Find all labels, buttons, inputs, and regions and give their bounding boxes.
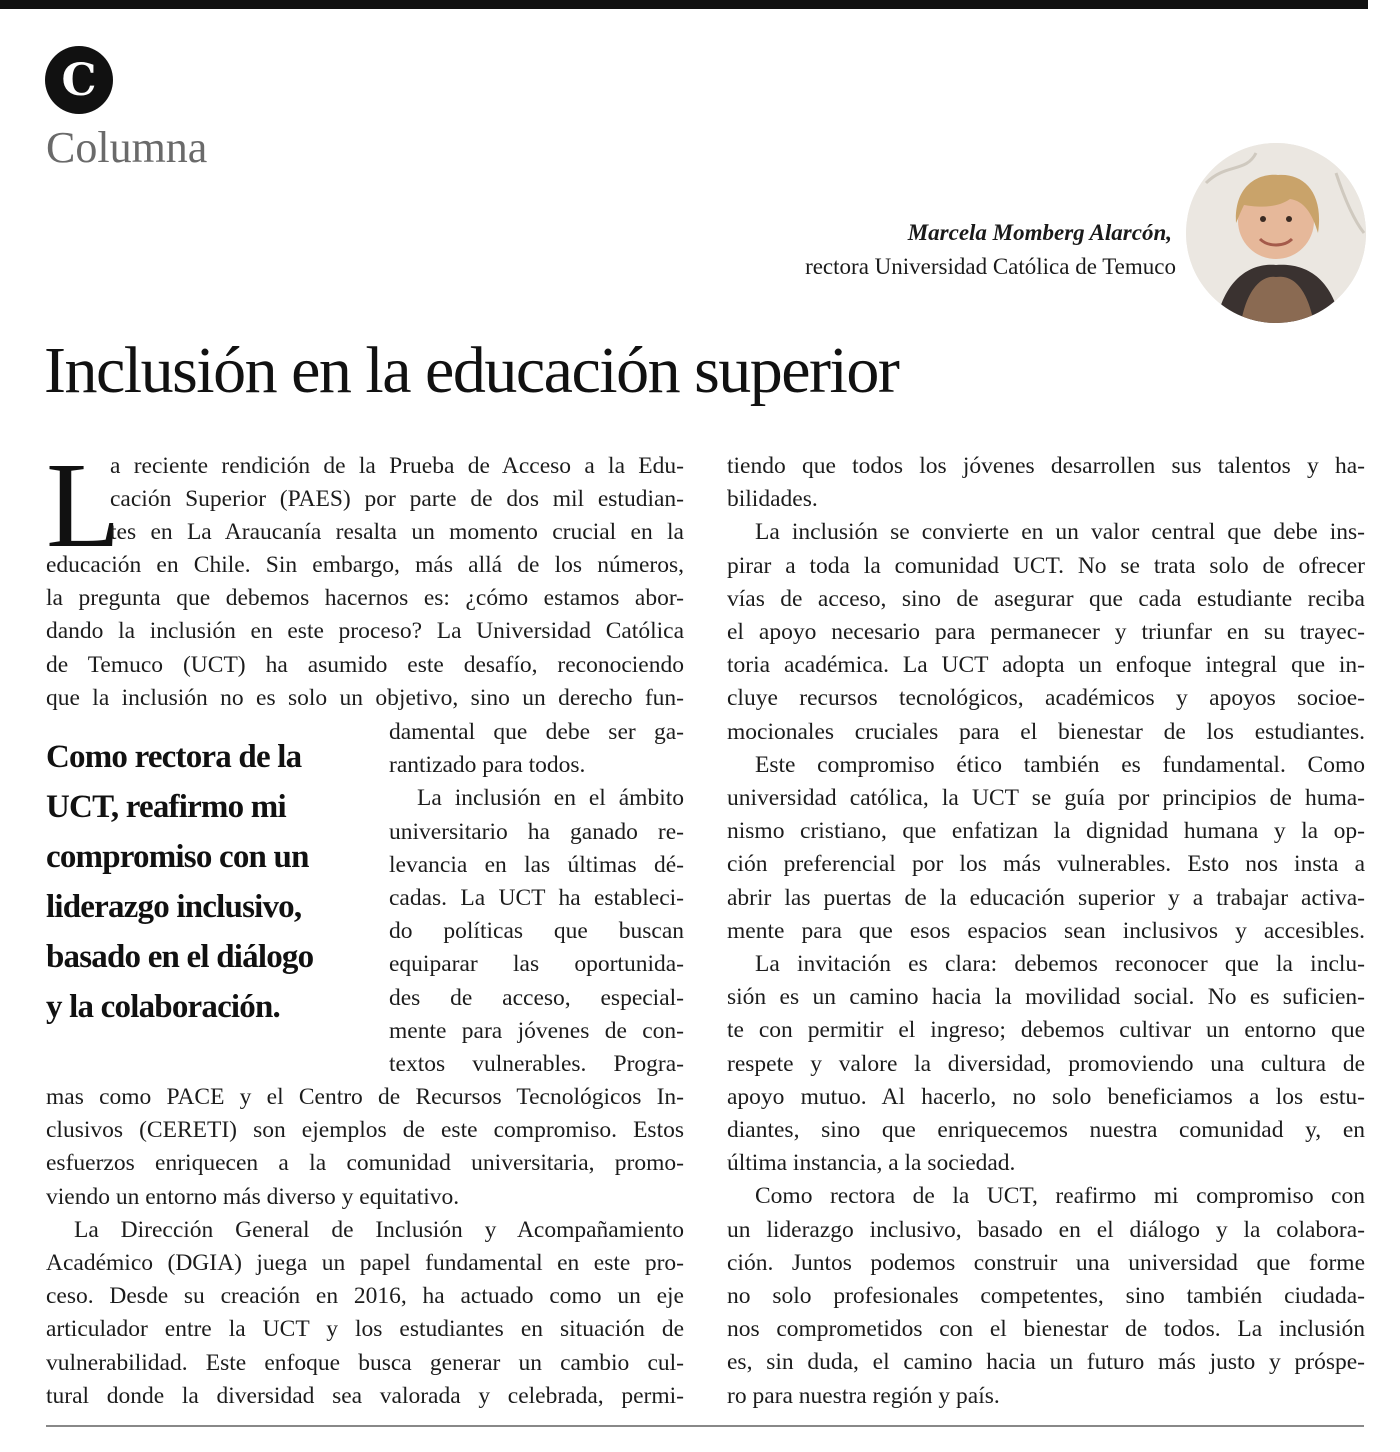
- text-line: cación Superior (PAES) por parte de dos mil estudian-: [110, 486, 684, 513]
- section-label: Columna: [46, 123, 208, 172]
- pull-quote-line: liderazgo inclusivo,: [46, 889, 302, 925]
- section-logo: [45, 46, 113, 114]
- pull-quote-line: basado en el diálogo: [46, 939, 314, 975]
- text-line: ro para nuestra región y país.: [727, 1382, 1000, 1409]
- text-line: La invitación es clara: debemos reconocer que la inclu-: [755, 951, 1365, 977]
- text-line: des de acceso, especial-: [389, 984, 684, 1011]
- top-rule: [0, 0, 1368, 9]
- text-line: textos vulnerables. Progra-: [389, 1051, 684, 1077]
- text-line: respete y valore la diversidad, promoviendo una cultura de: [727, 1050, 1365, 1077]
- headline: Inclusión en la educación superior: [44, 334, 899, 407]
- text-line: La inclusión se convierte en un valor central que debe ins-: [755, 519, 1365, 546]
- pull-quote-line: compromiso con un: [46, 839, 309, 875]
- text-line: tiendo que todos los jóvenes desarrollen sus talentos y ha-: [727, 453, 1365, 479]
- text-line: bilidades.: [727, 486, 818, 513]
- text-line: no solo profesionales competentes, sino también ciudada-: [727, 1283, 1365, 1309]
- bottom-rule: [46, 1425, 1364, 1427]
- text-line: el apoyo necesario para permanecer y triunfar en su trayec-: [727, 619, 1365, 645]
- text-line: te con permitir el ingreso; debemos cultivar un entorno que: [727, 1017, 1365, 1044]
- text-line: do políticas que buscan: [389, 918, 684, 945]
- text-line: damental que debe ser ga-: [389, 719, 684, 745]
- text-line: tes en La Araucanía resalta un momento crucial en la: [110, 519, 684, 546]
- logo-letter: C: [61, 54, 97, 106]
- drop-cap: L: [46, 438, 121, 573]
- text-line: de Temuco (UCT) ha asumido este desafío, reconociendo: [46, 651, 684, 678]
- text-line: última instancia, a la sociedad.: [727, 1150, 1016, 1177]
- text-line: esfuerzos enriquecen a la comunidad universitaria, promo-: [46, 1150, 684, 1177]
- text-line: a reciente rendición de la Prueba de Acceso a la Edu-: [110, 453, 684, 479]
- pull-quote-line: y la colaboración.: [46, 989, 281, 1025]
- text-line: viendo un entorno más diverso y equitativo.: [46, 1183, 460, 1210]
- text-line: es, sin duda, el camino hacia un futuro más justo y próspe-: [727, 1349, 1365, 1376]
- text-line: Académico (DGIA) juega un papel fundamental en este pro-: [46, 1250, 684, 1276]
- text-line: mente para jóvenes de con-: [389, 1017, 684, 1044]
- text-line: articulador entre la UCT y los estudiantes en situación de: [46, 1316, 684, 1343]
- text-line: que la inclusión no es solo un objetivo, sino un derecho fun-: [46, 684, 684, 711]
- text-line: La inclusión en el ámbito: [417, 785, 684, 812]
- text-line: toria académica. La UCT adopta un enfoque integral que in-: [727, 652, 1365, 679]
- text-line: ción preferencial por los más vulnerables. Esto nos insta a: [727, 851, 1365, 878]
- text-line: mocionales cruciales para el bienestar de los estudiantes.: [727, 718, 1365, 745]
- text-line: ción. Juntos podemos construir una universidad que forme: [727, 1249, 1365, 1276]
- text-line: rantizado para todos.: [389, 752, 586, 779]
- text-line: nos comprometidos con el bienestar de todos. La inclusión: [727, 1316, 1365, 1343]
- text-line: dando la inclusión en este proceso? La Universidad Católica: [46, 618, 684, 645]
- text-line: La Dirección General de Inclusión y Acompañamiento: [74, 1216, 684, 1243]
- text-line: apoyo mutuo. Al hacerlo, no solo beneficiamos a los estu-: [727, 1083, 1365, 1110]
- text-line: cadas. La UCT ha estableci-: [389, 885, 684, 911]
- text-line: mente para que esos espacios sean inclusivos y accesibles.: [727, 917, 1365, 944]
- text-line: Como rectora de la UCT, reafirmo mi compromiso con: [755, 1183, 1365, 1210]
- text-line: cluye recursos tecnológicos, académicos y apoyos socioe-: [727, 685, 1365, 712]
- text-line: mas como PACE y el Centro de Recursos Tecnológicos In-: [46, 1084, 684, 1110]
- text-line: tural donde la diversidad sea valorada y celebrada, permi-: [46, 1382, 684, 1409]
- text-line: diantes, sino que enriquecemos nuestra comunidad y, en: [727, 1117, 1365, 1143]
- text-line: sión es un camino hacia la movilidad social. No es suficien-: [727, 984, 1365, 1011]
- pull-quote-line: Como rectora de la: [46, 739, 302, 775]
- text-line: pirar a toda la comunidad UCT. No se trata solo de ofrecer: [727, 552, 1365, 579]
- author-photo: [1186, 143, 1366, 323]
- text-line: levancia en las últimas dé-: [389, 851, 684, 878]
- author-portrait-icon: [1186, 143, 1366, 323]
- text-line: un liderazgo inclusivo, basado en el diálogo y la colabora-: [727, 1216, 1365, 1243]
- text-line: equiparar las oportunida-: [389, 951, 684, 978]
- text-line: clusivos (CERETI) son ejemplos de este compromiso. Estos: [46, 1117, 684, 1144]
- text-line: universidad católica, la UCT se guía por principios de huma-: [727, 785, 1365, 811]
- text-line: abrir las puertas de la educación superior y a trabajar activa-: [727, 884, 1365, 911]
- text-line: Este compromiso ético también es fundamental. Como: [755, 751, 1365, 778]
- text-line: la pregunta que debemos hacernos es: ¿cómo estamos abor-: [46, 585, 684, 612]
- text-line: nismo cristiano, que enfatizan la dignidad humana y la op-: [727, 818, 1365, 845]
- pull-quote-line: UCT, reafirmo mi: [46, 789, 286, 825]
- text-line: ceso. Desde su creación en 2016, ha actuado como un eje: [46, 1283, 684, 1310]
- text-line: educación en Chile. Sin embargo, más allá de los números,: [46, 552, 684, 578]
- author-role: rectora Universidad Católica de Temuco: [805, 254, 1176, 279]
- author-name: Marcela Momberg Alarcón,: [907, 220, 1172, 245]
- text-line: vías de acceso, sino de asegurar que cada estudiante reciba: [727, 585, 1365, 612]
- text-line: vulnerabilidad. Este enfoque busca generar un cambio cul-: [46, 1349, 684, 1376]
- text-line: universitario ha ganado re-: [389, 818, 684, 845]
